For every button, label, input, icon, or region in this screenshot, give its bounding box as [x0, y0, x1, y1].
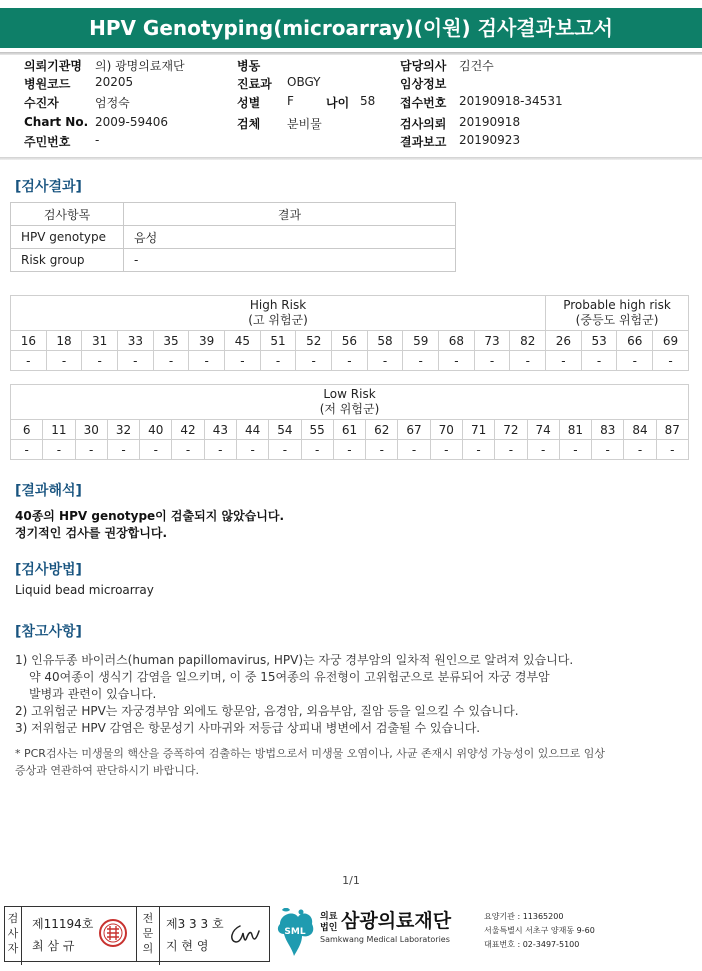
interpretation-text: [15, 508, 284, 542]
hpv-result-cell: -: [332, 351, 368, 371]
doctor-value: 김건수: [459, 59, 494, 73]
hpv-result-cell: -: [495, 440, 527, 460]
hpv-result-cell: -: [189, 351, 225, 371]
hpv-result-cell: -: [333, 440, 365, 460]
table-row: [11, 226, 456, 249]
sml-logo-icon: [272, 908, 318, 958]
page-number: 1/1: [342, 874, 360, 887]
result-table: [10, 202, 456, 272]
hpv-type-cell: 30: [75, 420, 107, 440]
hpv-type-cell: 69: [653, 331, 689, 351]
hospital-code-label: 병원코드: [24, 77, 71, 91]
hpv-result-cell: -: [624, 440, 656, 460]
hpv-result-cell: -: [236, 440, 268, 460]
hpv-result-cell: -: [430, 440, 462, 460]
result-item: HPV genotype: [11, 226, 124, 249]
notes-section-heading: [참고사항]: [15, 624, 82, 640]
org-name: 삼광의료재단: [341, 910, 452, 932]
hpv-type-cell: 26: [546, 331, 582, 351]
report-date-label: 결과보고: [400, 135, 447, 149]
hpv-result-cell: -: [269, 440, 301, 460]
hpv-result-cell: -: [46, 351, 82, 371]
dept-value: OBGY: [287, 75, 321, 89]
hpv-type-cell: 83: [592, 420, 624, 440]
hpv-type-cell: 40: [140, 420, 172, 440]
hpv-result-cell: -: [43, 440, 75, 460]
org-contact: [484, 910, 595, 952]
tester-cell: [22, 907, 137, 961]
age-value: 58: [360, 94, 376, 108]
info-divider: [0, 157, 702, 160]
high-risk-header: [11, 296, 546, 331]
high-risk-title: High Risk: [249, 298, 307, 312]
hpv-result-cell: -: [546, 351, 582, 371]
high-risk-types-row: [11, 331, 689, 351]
hpv-result-cell: -: [296, 351, 332, 371]
specialist-license: 제3 3 3 호: [166, 917, 224, 931]
hpv-result-cell: -: [153, 351, 189, 371]
facility-code: 요양기관 : 11365200: [484, 912, 564, 921]
probable-risk-subtitle: (중등도 위험군): [575, 313, 659, 327]
hpv-result-cell: -: [204, 440, 236, 460]
hpv-type-cell: 82: [510, 331, 546, 351]
hpv-result-cell: -: [301, 440, 333, 460]
doctor-label: 담당의사: [400, 59, 447, 73]
hpv-type-cell: 74: [527, 420, 559, 440]
hpv-type-cell: 33: [118, 331, 154, 351]
result-header-result: 결과: [124, 203, 456, 226]
institution-label: 의뢰기관명: [24, 59, 82, 73]
hpv-type-cell: 55: [301, 420, 333, 440]
tester-vertical-label: 검 사 자: [5, 907, 22, 965]
result-item: Risk group: [11, 249, 124, 272]
table-row: [11, 249, 456, 272]
hpv-result-cell: -: [527, 440, 559, 460]
rrn-value: -: [95, 133, 100, 147]
signature-box: [4, 906, 270, 962]
low-risk-title: Low Risk: [323, 387, 376, 401]
hpv-type-cell: 52: [296, 331, 332, 351]
result-value: 음성: [124, 226, 456, 249]
ward-label: 병동: [237, 59, 261, 73]
hpv-result-cell: -: [11, 440, 43, 460]
hpv-type-cell: 66: [617, 331, 653, 351]
hpv-result-cell: -: [653, 351, 689, 371]
hpv-result-cell: -: [592, 440, 624, 460]
hpv-type-cell: 54: [269, 420, 301, 440]
probable-risk-header: [546, 296, 689, 331]
hpv-type-cell: 87: [656, 420, 688, 440]
low-risk-results-row: [11, 440, 689, 460]
low-risk-header: [11, 385, 689, 420]
tester-name: 최 삼 규: [32, 939, 75, 953]
specialist-name: 지 현 영: [166, 939, 209, 953]
sex-label: 성별: [237, 96, 261, 110]
hpv-type-cell: 73: [474, 331, 510, 351]
hpv-type-cell: 62: [366, 420, 398, 440]
chart-value: 2009-59406: [95, 115, 169, 129]
low-risk-table: [10, 384, 689, 460]
hpv-type-cell: 72: [495, 420, 527, 440]
hpv-result-cell: -: [656, 440, 688, 460]
hpv-type-cell: 35: [153, 331, 189, 351]
note-line: 약 40여종이 생식기 감염을 일으키며, 이 중 15여종의 유전형이 고위험군으로 분류되어 자궁 경부암: [29, 670, 550, 684]
hpv-result-cell: -: [367, 351, 403, 371]
interpretation-section-heading: [결과해석]: [15, 483, 82, 499]
interpretation-line: 40종의 HPV genotype이 검출되지 않았습니다.: [15, 509, 285, 523]
sex-value: F: [287, 94, 294, 108]
hpv-result-cell: -: [474, 351, 510, 371]
clinical-label: 임상정보: [400, 77, 447, 91]
notes-text: [15, 652, 695, 779]
hpv-type-cell: 71: [462, 420, 494, 440]
seal-stamp-icon: [98, 918, 128, 948]
hpv-type-cell: 56: [332, 331, 368, 351]
result-header-item: 검사항목: [11, 203, 124, 226]
specialist-cell: [160, 907, 268, 961]
hpv-result-cell: -: [82, 351, 118, 371]
rrn-label: 주민번호: [24, 135, 71, 149]
footnote-line: * PCR검사는 미생물의 핵산을 증폭하여 검출하는 방법으로서 미생물 오염이나, 사균 존재시 위양성 가능성이 있으므로 임상: [15, 747, 605, 760]
note-line: 3) 저위험군 HPV 감염은 항문성기 사마귀와 저등급 상피내 병변에서 검출될 수 있습니다.: [15, 721, 481, 735]
hpv-result-cell: -: [260, 351, 296, 371]
examinee-label: 수진자: [24, 96, 59, 110]
hpv-result-cell: -: [225, 351, 261, 371]
hpv-type-cell: 44: [236, 420, 268, 440]
hpv-type-cell: 59: [403, 331, 439, 351]
interpretation-line: 정기적인 검사를 권장합니다.: [15, 526, 168, 540]
footnote: [15, 745, 695, 779]
logo-mark: SML: [284, 927, 306, 937]
hpv-type-cell: 6: [11, 420, 43, 440]
hpv-result-cell: -: [172, 440, 204, 460]
specimen-label: 검체: [237, 117, 261, 131]
hpv-type-cell: 18: [46, 331, 82, 351]
result-value: -: [124, 249, 456, 272]
report-date-value: 20190923: [459, 133, 521, 147]
hpv-type-cell: 39: [189, 331, 225, 351]
specimen-value: 분비물: [287, 117, 322, 131]
hpv-type-cell: 51: [260, 331, 296, 351]
request-label: 검사의뢰: [400, 117, 447, 131]
hpv-type-cell: 53: [581, 331, 617, 351]
hpv-type-cell: 81: [559, 420, 591, 440]
hpv-type-cell: 16: [11, 331, 47, 351]
age-label: 나이: [326, 96, 350, 110]
note-line: 1) 인유두종 바이러스(human papillomavirus, HPV)는 자궁 경부암의 일차적 원인으로 알려져 있습니다.: [15, 653, 574, 667]
hpv-result-cell: -: [11, 351, 47, 371]
examinee-value: 엄정숙: [95, 96, 130, 110]
chart-label: Chart No.: [24, 115, 89, 129]
high-risk-subtitle: (고 위험군): [248, 313, 308, 327]
low-risk-types-row: [11, 420, 689, 440]
hpv-result-cell: -: [75, 440, 107, 460]
hpv-type-cell: 45: [225, 331, 261, 351]
org-name-en: Samkwang Medical Laboratories: [320, 935, 450, 944]
hpv-type-cell: 43: [204, 420, 236, 440]
hpv-type-cell: 84: [624, 420, 656, 440]
tester-license: 제11194호: [32, 917, 94, 931]
hpv-type-cell: 31: [82, 331, 118, 351]
hpv-type-cell: 70: [430, 420, 462, 440]
org-phone: 대표번호 : 02-3497-5100: [484, 940, 580, 949]
hospital-code-value: 20205: [95, 75, 134, 89]
request-value: 20190918: [459, 115, 521, 129]
method-text: Liquid bead microarray: [15, 583, 154, 597]
specialist-vertical-label: 전 문 의: [137, 907, 160, 965]
probable-risk-title: Probable high risk: [563, 298, 671, 312]
report-title: HPV Genotyping(microarray)(이원) 검사결과보고서: [0, 8, 702, 48]
hpv-result-cell: -: [118, 351, 154, 371]
hpv-type-cell: 68: [439, 331, 475, 351]
hpv-result-cell: -: [398, 440, 430, 460]
org-prefix: 의료 법인: [320, 912, 338, 933]
hpv-result-cell: -: [439, 351, 475, 371]
result-section-heading: [검사결과]: [15, 179, 82, 195]
signature-icon: [226, 921, 264, 947]
hpv-result-cell: -: [140, 440, 172, 460]
hpv-type-cell: 67: [398, 420, 430, 440]
method-section-heading: [검사방법]: [15, 562, 82, 578]
hpv-result-cell: -: [403, 351, 439, 371]
organization-logo: [270, 906, 700, 960]
institution-value: 의) 광명의료재단: [95, 59, 185, 73]
high-risk-results-row: [11, 351, 689, 371]
hpv-type-cell: 61: [333, 420, 365, 440]
title-divider: [0, 52, 702, 55]
hpv-result-cell: -: [462, 440, 494, 460]
hpv-result-cell: -: [510, 351, 546, 371]
org-address: 서울특별시 서초구 양재동 9-60: [484, 926, 595, 935]
hpv-result-cell: -: [559, 440, 591, 460]
hpv-type-cell: 11: [43, 420, 75, 440]
dept-label: 진료과: [237, 77, 272, 91]
hpv-result-cell: -: [366, 440, 398, 460]
hpv-result-cell: -: [107, 440, 139, 460]
hpv-result-cell: -: [581, 351, 617, 371]
low-risk-subtitle: (저 위험군): [319, 402, 380, 416]
note-line: 2) 고위험군 HPV는 자궁경부암 외에도 항문암, 음경암, 외음부암, 질암 등을 일으킬 수 있습니다.: [15, 704, 519, 718]
footnote-line: 증상과 연관하여 판단하시기 바랍니다.: [15, 764, 200, 777]
hpv-result-cell: -: [617, 351, 653, 371]
receipt-value: 20190918-34531: [459, 94, 563, 108]
high-risk-table: [10, 295, 689, 371]
hpv-type-cell: 32: [107, 420, 139, 440]
hpv-type-cell: 42: [172, 420, 204, 440]
note-line: 발병과 관련이 있습니다.: [29, 687, 157, 701]
hpv-type-cell: 58: [367, 331, 403, 351]
receipt-label: 접수번호: [400, 96, 447, 110]
